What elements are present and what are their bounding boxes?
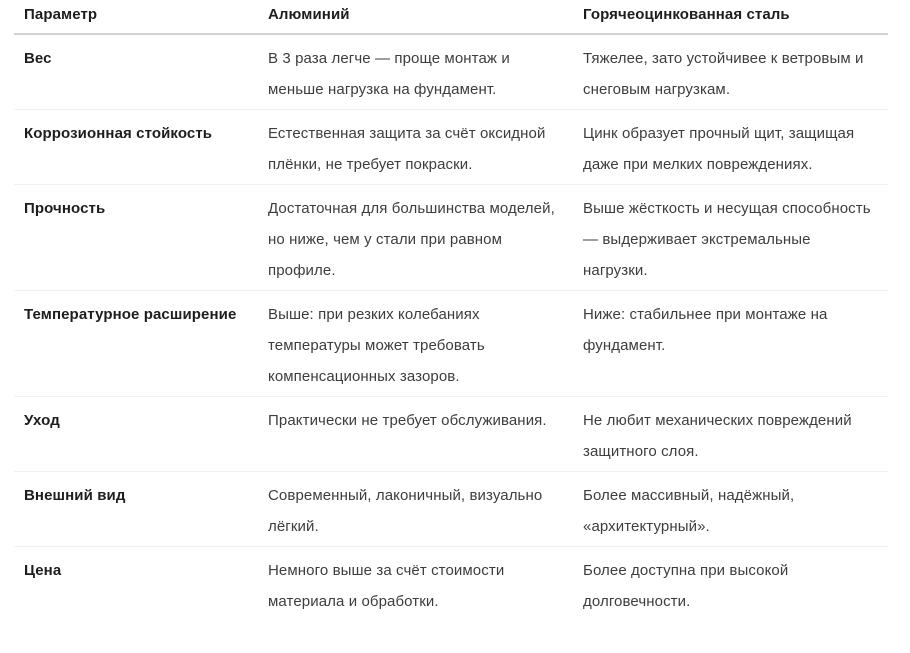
cell-steel: Выше жёсткость и несущая способность — выдерживает экстремальные нагрузки. — [573, 185, 888, 291]
column-header-aluminum: Алюминий — [258, 0, 573, 34]
table-row — [14, 185, 888, 291]
cell-steel: Тяжелее, зато устойчивее к ветровым и снеговым нагрузкам. — [573, 34, 888, 110]
table-row — [14, 397, 888, 472]
cell-parameter: Цена — [24, 562, 62, 579]
table-row — [14, 472, 888, 547]
cell-steel: Не любит механических повреждений защитного слоя. — [573, 397, 888, 472]
cell-parameter: Коррозионная стойкость — [14, 110, 258, 185]
cell-parameter: Прочность — [14, 185, 258, 291]
cell-steel: Более массивный, надёжный, «архитектурный». — [573, 472, 888, 547]
cell-steel: Ниже: стабильнее при монтаже на фундамент. — [573, 291, 888, 397]
table-row — [14, 34, 888, 110]
cell-aluminum: Современный, лаконичный, визуально лёгкий. — [258, 472, 573, 547]
cell-aluminum: Немного выше за счёт стоимости материала и обработки. — [268, 562, 505, 610]
table-row — [14, 547, 888, 622]
cell-aluminum: Достаточная для большинства моделей, но ниже, чем у стали при равном профиле. — [258, 185, 573, 291]
cell-aluminum: В 3 раза легче — проще монтаж и меньше нагрузка на фундамент. — [258, 34, 573, 110]
table-row — [14, 291, 888, 397]
column-header-parameter: Параметр — [14, 0, 258, 34]
cell-steel: Цинк образует прочный щит, защищая даже при мелких повреждениях. — [573, 110, 888, 185]
cell-steel: Более доступна при высокой долговечности. — [583, 562, 789, 610]
cell-aluminum: Естественная защита за счёт оксидной плёнки, не требует покраски. — [258, 110, 573, 185]
header-row — [14, 0, 888, 34]
cell-aluminum: Выше: при резких колебаниях температуры может требовать компенсационных зазоров. — [258, 291, 573, 397]
column-header-steel: Горячеоцинкованная сталь — [573, 0, 888, 34]
cell-aluminum: Практически не требует обслуживания. — [258, 397, 573, 472]
cell-parameter: Вес — [14, 34, 258, 110]
cell-parameter: Уход — [14, 397, 258, 472]
table-row — [14, 110, 888, 185]
cell-parameter: Температурное расширение — [14, 291, 258, 397]
cell-parameter: Внешний вид — [14, 472, 258, 547]
material-comparison-table — [14, 0, 888, 621]
